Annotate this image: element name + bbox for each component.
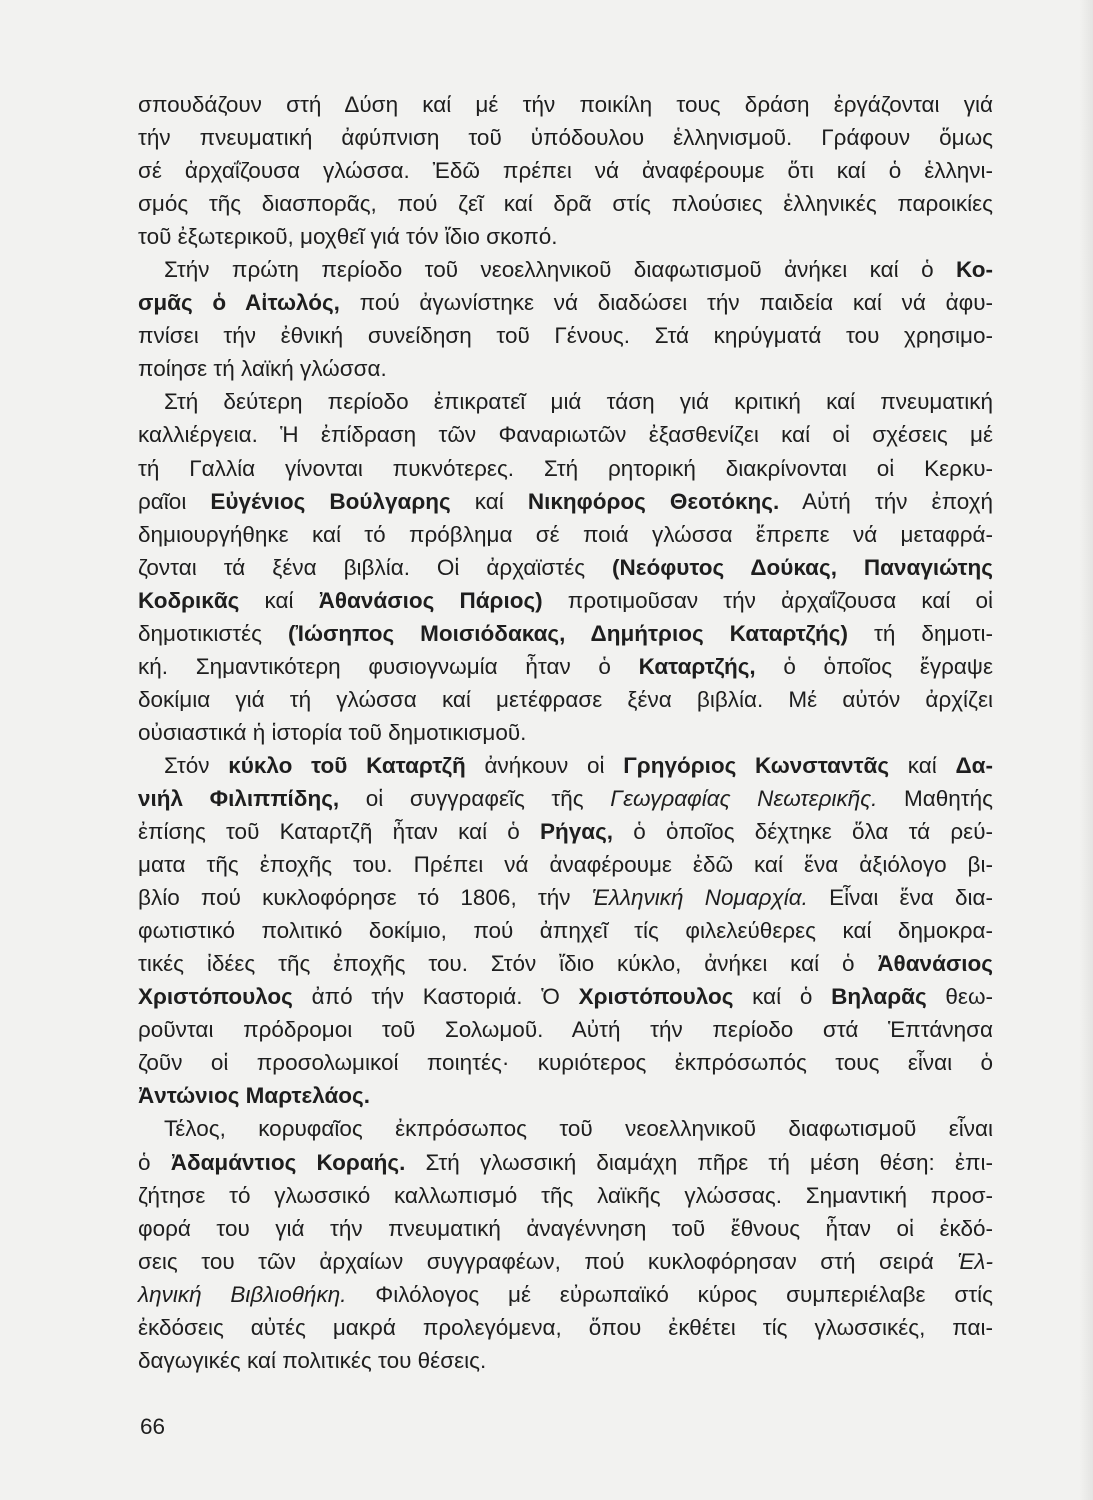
text-line [138,253,993,286]
text-segment: φορά του γιά τήν πνευματική ἀναγέννηση τοῦ ἔθνους ἦταν οἱ ἐκδό- [138,1215,993,1241]
italic-title: Γεωγραφίας Νεωτερικῆς. [610,785,878,811]
italic-title: ληνική Βιβλιοθήκη. [138,1281,347,1307]
text-segment: καί [889,752,956,778]
text-line [138,121,993,154]
page-number: 66 [140,1414,166,1439]
text-segment: Στή δεύτερη περίοδο ἐπικρατεῖ μιά τάση γιά κριτική καί πνευματική [164,389,993,415]
bold-name: Ἀντώνιος Μαρτελάος. [138,1083,370,1109]
text-segment: φωτιστικό πολιτικό δοκίμιο, πού ἀπηχεῖ τίς φιλελεύθερες καί δημοκρα- [138,918,993,944]
bold-name: Ἀδαμάντιος Κοραής. [170,1149,406,1175]
page-body-text [138,88,993,1377]
text-segment: δαγωγικές καί πολιτικές του θέσεις. [138,1347,487,1373]
text-segment: Μαθητής [877,785,994,811]
text-line [138,683,993,716]
text-segment: δημοτικιστές [138,620,289,646]
text-line [138,220,993,253]
text-segment: ἐκδόσεις αὐτές μακρά προλεγόμενα, ὅπου ἐκθέτει τίς γλωσσικές, παι- [138,1314,993,1340]
text-line [138,749,993,782]
bold-name: Καταρτζής, [638,653,756,679]
text-line [138,452,993,485]
bold-name: Ρήγας, [539,819,614,845]
text-line [138,1311,993,1344]
text-line [138,1146,993,1179]
text-segment: ἀπό τήν Καστοριά. Ὁ [292,984,579,1010]
text-segment: δημιουργήθηκε καί τό πρόβλημα σέ ποιά γλώσσα ἔπρεπε νά μεταφρά- [138,521,993,547]
text-line [138,319,993,352]
text-line [138,485,993,518]
text-line [138,385,993,418]
text-segment: σέ ἀρχαΐζουσα γλώσσα. Ἐδῶ πρέπει νά ἀναφέρουμε ὅτι καί ὁ ἑλληνι- [138,158,993,184]
text-segment: καί [450,488,528,514]
text-segment: τικές ἰδέες τῆς ἐποχῆς του. Στόν ἴδιο κύκλο, ἀνήκει καί ὁ [138,951,878,977]
text-line [138,1344,993,1377]
text-segment: οὐσιαστικά ἡ ἱστορία τοῦ δημοτικισμοῦ. [138,719,527,745]
text-segment: πού ἀγωνίστηκε νά διαδώσει τήν παιδεία καί νά ἀφυ- [339,290,993,316]
text-segment: ροῦνται πρόδρομοι τοῦ Σολωμοῦ. Αὐτή τήν περίοδο στά Ἑπτάνησα [138,1017,993,1043]
bold-name: Ἀθανάσιος Πάριος) [318,587,543,613]
text-segment: Φιλόλογος μέ εὐρωπαϊκό κύρος συμπεριέλαβε στίς [346,1281,993,1307]
bold-name: Χριστόπουλος [138,984,293,1010]
text-segment: καλλιέργεια. Ἡ ἐπίδραση τῶν Φαναριωτῶν ἐξασθενίζει καί οἱ σχέσεις μέ [138,422,993,448]
text-segment: ζονται τά ξένα βιβλία. Οἱ ἀρχαϊστές [138,554,613,580]
text-line [138,551,993,584]
text-line [138,1112,993,1145]
text-segment: ὁ ὁποῖος δέχτηκε ὅλα τά ρεύ- [613,819,993,845]
bold-name: Κο- [956,257,993,283]
bold-name: Νικηφόρος Θεοτόκης. [527,488,780,514]
text-line [138,815,993,848]
text-segment: ὁ [138,1149,171,1175]
text-line [138,881,993,914]
text-segment: κή. Σημαντικότερη φυσιογνωμία ἦταν ὁ [138,653,639,679]
bold-name: Γρηγόριος Κωνσταντᾶς [623,752,890,778]
bold-name: (Ἰώσηπος Μοισιόδακας, Δημήτριος Καταρτζής) [288,620,848,646]
text-line [138,716,993,749]
text-segment: Τέλος, κορυφαῖος ἐκπρόσωπος τοῦ νεοελληνικοῦ διαφωτισμοῦ εἶναι [164,1116,993,1142]
text-line [138,518,993,551]
text-segment: τή δημοτι- [847,620,993,646]
text-segment: Στήν πρώτη περίοδο τοῦ νεοελληνικοῦ διαφωτισμοῦ ἀνήκει καί ὁ [164,257,957,283]
text-segment: βλίο πού κυκλοφόρησε τό 1806, τήν [138,885,592,911]
bold-name: Χριστόπουλος [578,984,734,1010]
text-segment: τοῦ ἐξωτερικοῦ, μοχθεῖ γιά τόν ἴδιο σκοπό. [138,224,558,250]
text-segment: οἱ συγγραφεῖς τῆς [339,785,611,811]
text-line [138,418,993,451]
text-segment: πνίσει τήν ἐθνική συνείδηση τοῦ Γένους. Στά κηρύγματά του χρησιμο- [138,323,993,349]
text-segment: ἐπίσης τοῦ Καταρτζῆ ἦταν καί ὁ [138,819,540,845]
bold-name: Εὐγένιος Βούλγαρης [210,488,451,514]
text-line [138,187,993,220]
page-edge-shadow [1079,0,1093,1500]
text-line [138,88,993,121]
text-segment: τή Γαλλία γίνονται πυκνότερες. Στή ρητορική διακρίνονται οἱ Κερκυ- [138,455,993,481]
text-line [138,1013,993,1046]
text-line [138,1079,993,1112]
text-line [138,1179,993,1212]
bold-name: Βηλαρᾶς [831,984,927,1010]
bold-name: νιήλ Φιλιππίδης, [138,785,340,811]
italic-title: Ἑλληνική Νομαρχία. [591,885,808,911]
text-segment: σεις του τῶν ἀρχαίων συγγραφέων, πού κυκλοφόρησαν στή σειρά [138,1248,958,1274]
text-line [138,947,993,980]
text-line [138,617,993,650]
text-segment: ποίησε τή λαϊκή γλώσσα. [138,356,387,382]
text-line [138,1046,993,1079]
text-segment: προτιμοῦσαν τήν ἀρχαΐζουσα καί οἱ [542,587,993,613]
text-segment: τήν πνευματική ἀφύπνιση τοῦ ὑπόδουλου ἑλληνισμοῦ. Γράφουν ὅμως [138,125,993,151]
bold-name: Δα- [955,752,993,778]
text-line [138,1212,993,1245]
text-segment: σμός τῆς διασπορᾶς, πού ζεῖ καί δρᾶ στίς πλούσιες ἑλληνικές παροικίες [138,191,993,217]
text-segment: καί [239,587,319,613]
text-segment: θεω- [926,984,994,1010]
text-line [138,980,993,1013]
text-line [138,352,993,385]
text-line [138,782,993,815]
text-segment: ἀνήκουν οἱ [465,752,624,778]
text-line [138,848,993,881]
text-line [138,286,993,319]
text-segment: ραῖοι [138,488,211,514]
text-segment: Στή γλωσσική διαμάχη πῆρε τή μέση θέση: ἐπι- [405,1149,993,1175]
italic-title: Ἑλ- [957,1248,993,1274]
bold-name: Ἀθανάσιος [877,951,993,977]
text-line [138,154,993,187]
text-segment: καί ὁ [733,984,832,1010]
bold-name: (Νεόφυτος Δούκας, Παναγιώτης [612,554,993,580]
text-line [138,584,993,617]
text-line [138,650,993,683]
bold-name: σμᾶς ὁ Αἰτωλός, [138,290,340,316]
text-line [138,1278,993,1311]
text-segment: Στόν [164,752,229,778]
text-segment: Αὐτή τήν ἐποχή [779,488,994,514]
text-line [138,914,993,947]
bold-name: κύκλο τοῦ Καταρτζῆ [228,752,466,778]
text-segment: ζήτησε τό γλωσσικό καλλωπισμό τῆς λαϊκῆς γλώσσας. Σημαντική προσ- [138,1182,993,1208]
text-segment: ὁ ὁποῖος ἔγραψε [755,653,993,679]
bold-name: Κοδρικᾶς [138,587,240,613]
text-segment: Εἶναι ἕνα δια- [807,885,993,911]
text-segment: δοκίμια γιά τή γλώσσα καί μετέφρασε ξένα βιβλία. Μέ αὐτόν ἀρχίζει [138,686,993,712]
text-segment: σπουδάζουν στή Δύση καί μέ τήν ποικίλη τους δράση ἐργάζονται γιά [138,92,993,117]
text-segment: ματα τῆς ἐποχῆς του. Πρέπει νά ἀναφέρουμε ἐδῶ καί ἕνα ἀξιόλογο βι- [138,852,993,878]
text-segment: ζοῦν οἱ προσολωμικοί ποιητές· κυριότερος ἐκπρόσωπός τους εἶναι ὁ [138,1050,993,1076]
text-line [138,1245,993,1278]
